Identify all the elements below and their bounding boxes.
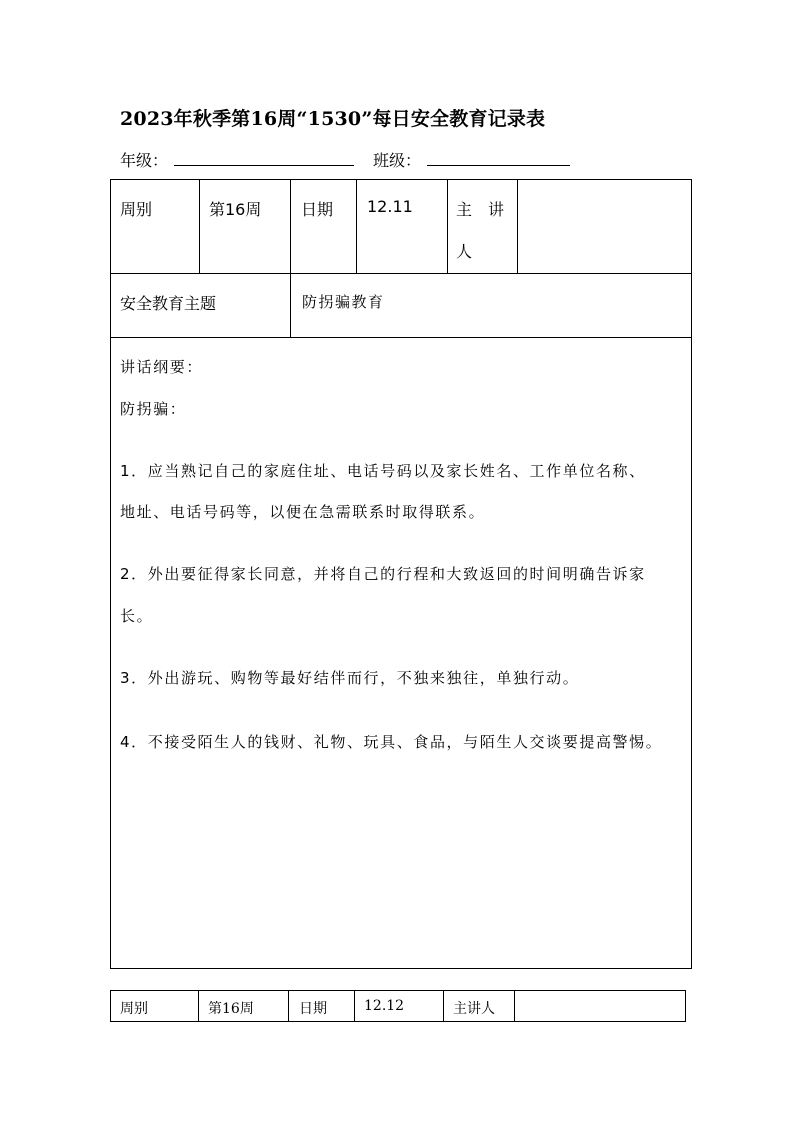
- date-value: 12.11: [367, 197, 413, 216]
- topic-label: 安全教育主题: [120, 294, 217, 313]
- row-divider: [111, 337, 691, 338]
- outline-label: 讲话纲要：: [120, 358, 204, 376]
- col-divider: [354, 991, 355, 1021]
- outline-line-1: 1．应当熟记自己的家庭住址、电话号码以及家长姓名、工作单位名称、: [120, 462, 646, 480]
- date-value-2: 12.12: [364, 998, 405, 1014]
- date-label: 日期: [301, 200, 334, 219]
- grade-label: 年级：: [120, 151, 169, 170]
- section-title: 防拐骗：: [120, 400, 187, 418]
- col-divider: [356, 180, 357, 273]
- outline-line-5: 3．外出游玩、购物等最好结伴而行，不独来独往，单独行动。: [120, 669, 580, 687]
- class-field[interactable]: [427, 165, 570, 166]
- grade-field[interactable]: [174, 165, 354, 166]
- topic-value: 防拐骗教育: [302, 293, 385, 311]
- week-label-2: 周别: [120, 1001, 148, 1017]
- col-divider: [290, 180, 291, 337]
- col-divider: [288, 991, 289, 1021]
- col-divider: [443, 991, 444, 1021]
- class-label: 班级：: [373, 151, 422, 170]
- col-divider: [514, 991, 515, 1021]
- week-value: 第16周: [209, 200, 262, 219]
- week-label: 周别: [120, 200, 153, 219]
- week-value-2: 第16周: [208, 1001, 254, 1017]
- page-title: 2023年秋季第16周“1530”每日安全教育记录表: [120, 108, 546, 130]
- col-divider: [199, 180, 200, 273]
- outline-line-6: 4．不接受陌生人的钱财、礼物、玩具、食品，与陌生人交谈要提高警惕。: [120, 733, 663, 751]
- outline-line-2: 地址、电话号码等，以便在急需联系时取得联系。: [120, 503, 486, 521]
- speaker-label-line2: 人: [456, 242, 473, 261]
- col-divider: [447, 180, 448, 273]
- row-divider: [111, 273, 691, 274]
- outline-line-3: 2．外出要征得家长同意，并将自己的行程和大致返回的时间明确告诉家: [120, 565, 646, 583]
- speaker-label-2: 主讲人: [453, 1001, 495, 1017]
- outline-line-4: 长。: [120, 607, 154, 625]
- col-divider: [517, 180, 518, 273]
- date-label-2: 日期: [299, 1001, 327, 1017]
- speaker-label: 主 讲: [456, 200, 505, 219]
- col-divider: [198, 991, 199, 1021]
